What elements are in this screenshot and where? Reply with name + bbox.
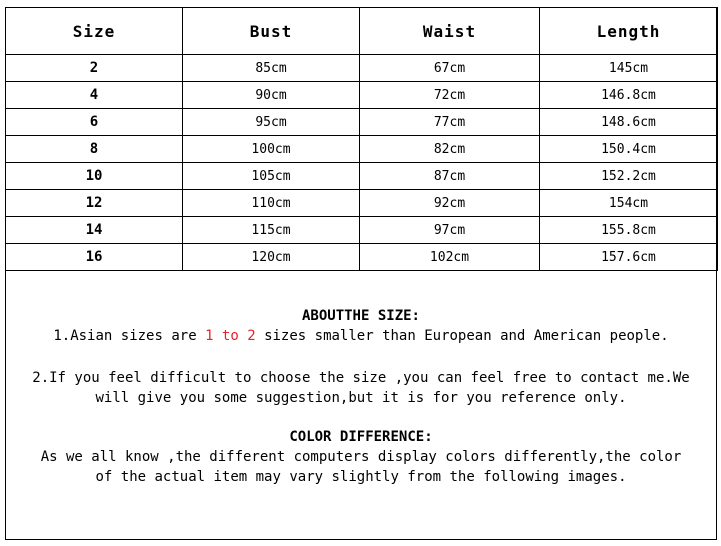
bust-cell: 100cm [183, 136, 360, 163]
waist-cell: 92cm [360, 190, 540, 217]
length-cell: 154cm [540, 190, 718, 217]
color-note-line1: As we all know ,the different computers display colors differently,the color [40, 449, 682, 465]
table-row [6, 55, 718, 82]
waist-cell: 77cm [360, 109, 540, 136]
color-difference-heading: COLOR DIFFERENCE: [289, 429, 433, 445]
size-table [5, 7, 718, 271]
about-size-heading: ABOUTTHE SIZE: [301, 308, 420, 324]
note-asian-sizes [6, 328, 716, 344]
note1-text-before: 1.Asian sizes are [53, 328, 206, 344]
bust-cell: 90cm [183, 82, 360, 109]
bust-cell: 120cm [183, 244, 360, 271]
length-cell: 145cm [540, 55, 718, 82]
waist-cell: 87cm [360, 163, 540, 190]
bust-cell: 95cm [183, 109, 360, 136]
bust-cell: 105cm [183, 163, 360, 190]
note1-highlight: 1 to 2 [205, 328, 256, 344]
size-cell: 4 [6, 82, 183, 109]
waist-cell: 102cm [360, 244, 540, 271]
table-row [6, 244, 718, 271]
header-size: Size [6, 8, 183, 55]
length-cell: 152.2cm [540, 163, 718, 190]
color-note-line2: of the actual item may vary slightly from the following images. [95, 469, 627, 485]
bust-cell: 110cm [183, 190, 360, 217]
table-row [6, 190, 718, 217]
header-bust: Bust [183, 8, 360, 55]
length-cell: 155.8cm [540, 217, 718, 244]
header-waist: Waist [360, 8, 540, 55]
waist-cell: 72cm [360, 82, 540, 109]
table-row [6, 163, 718, 190]
size-cell: 14 [6, 217, 183, 244]
table-row [6, 109, 718, 136]
note1-text-after: sizes smaller than European and American people. [255, 328, 669, 344]
length-cell: 148.6cm [540, 109, 718, 136]
table-row [6, 136, 718, 163]
table-row [6, 217, 718, 244]
bust-cell: 85cm [183, 55, 360, 82]
size-cell: 6 [6, 109, 183, 136]
note-contact-line1: 2.If you feel difficult to choose the size ,you can feel free to contact me.We [32, 370, 690, 386]
size-notes [6, 272, 716, 485]
note-contact-line2: will give you some suggestion,but it is for you reference only. [95, 390, 627, 406]
waist-cell: 67cm [360, 55, 540, 82]
waist-cell: 82cm [360, 136, 540, 163]
size-cell: 10 [6, 163, 183, 190]
size-cell: 8 [6, 136, 183, 163]
bust-cell: 115cm [183, 217, 360, 244]
size-cell: 12 [6, 190, 183, 217]
table-row [6, 82, 718, 109]
length-cell: 150.4cm [540, 136, 718, 163]
waist-cell: 97cm [360, 217, 540, 244]
size-cell: 16 [6, 244, 183, 271]
length-cell: 146.8cm [540, 82, 718, 109]
header-length: Length [540, 8, 718, 55]
length-cell: 157.6cm [540, 244, 718, 271]
table-header-row [6, 8, 718, 55]
size-cell: 2 [6, 55, 183, 82]
